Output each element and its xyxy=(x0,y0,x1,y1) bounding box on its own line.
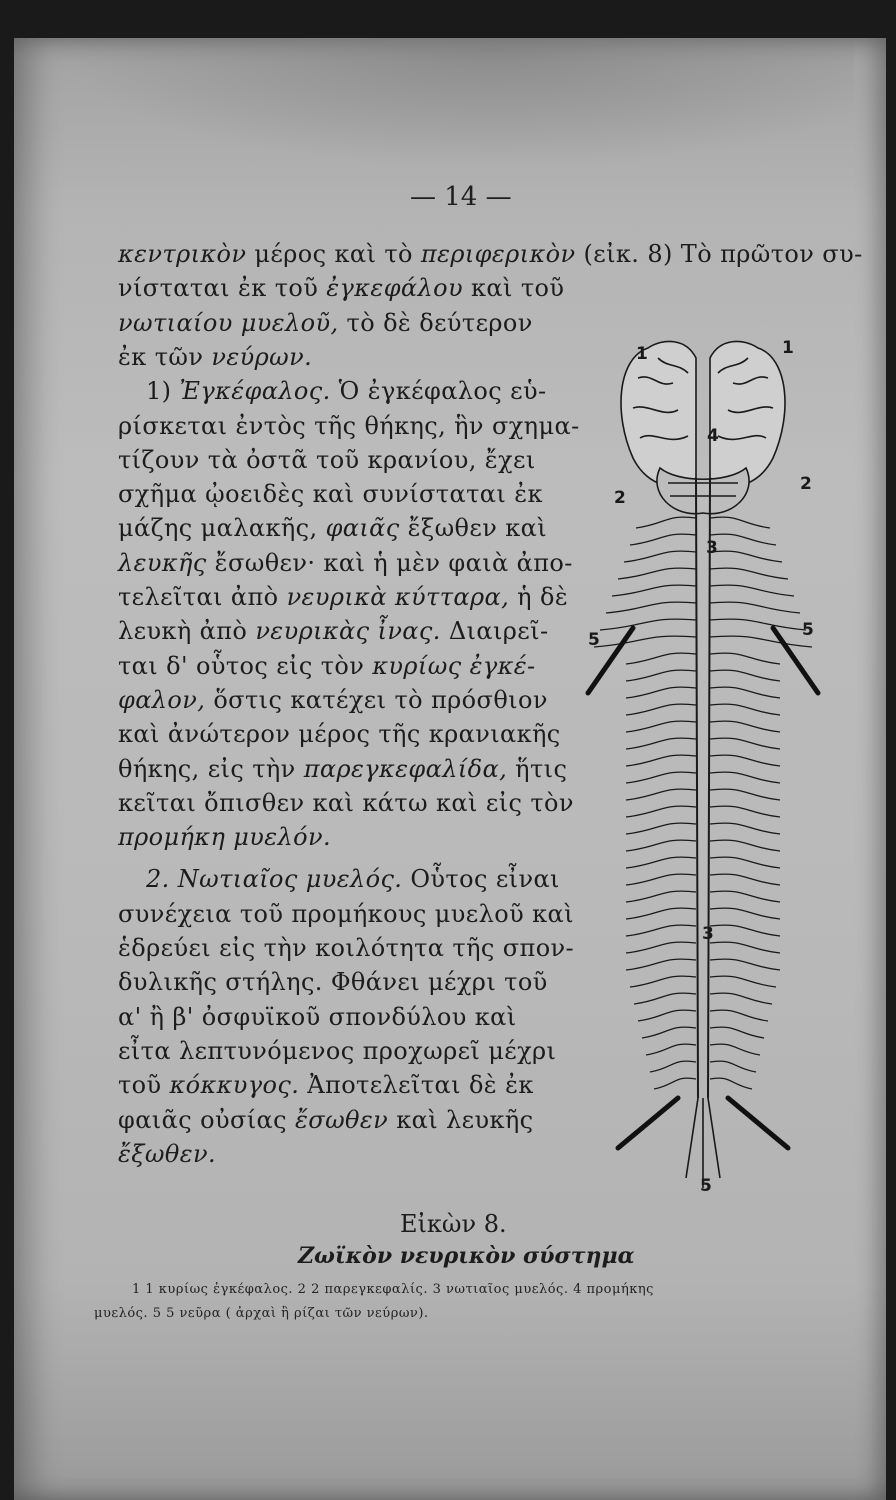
text-run: Ἐγκέφαλος. xyxy=(179,377,331,406)
text-run: Ὁ ἐγκέφαλος εὑ- xyxy=(330,377,547,406)
text-run: ρίσκεται ἐντὸς τῆς θήκης, ἣν σχημα- xyxy=(118,411,580,440)
nerve-branch xyxy=(626,670,696,681)
nerve-branch xyxy=(636,517,696,528)
nerve-branch xyxy=(634,993,696,1004)
nerve-branch xyxy=(642,1027,696,1038)
nerve-branch xyxy=(710,840,780,851)
nerve-branch xyxy=(710,942,780,953)
text-line xyxy=(146,377,546,405)
nerve-branch xyxy=(710,857,780,868)
nerve-branch xyxy=(710,551,782,562)
nerve-branch xyxy=(654,1078,696,1089)
text-line xyxy=(118,1140,216,1168)
text-run: λευκῆς xyxy=(118,548,207,577)
nerve-branch xyxy=(710,619,806,630)
text-line xyxy=(118,617,548,645)
text-run: (εἰκ. 8) Τὸ πρῶτον συ- xyxy=(575,240,863,268)
text-run: κόκκυγος. xyxy=(169,1071,300,1100)
nerve-branch xyxy=(626,857,696,868)
text-run: φαιᾶς xyxy=(325,514,400,543)
figure-label: 1 xyxy=(782,338,794,358)
figure-label: 3 xyxy=(706,538,718,558)
nerve-branch xyxy=(626,755,696,766)
nerve-branch xyxy=(710,653,780,664)
nerve-branch xyxy=(710,704,780,715)
nerve-branch xyxy=(594,636,696,647)
text-line xyxy=(118,1071,534,1099)
figure-label: 2 xyxy=(800,474,812,494)
figure-label: 5 xyxy=(700,1176,712,1196)
text-line xyxy=(118,343,312,371)
text-run: ἔξωθεν καὶ xyxy=(399,514,548,543)
nerve-branch xyxy=(710,636,812,647)
figure-legend-line: μυελός. 5 5 νεῦρα ( ἀρχαὶ ἢ ρίζαι τῶν νεύρων). xyxy=(94,1306,429,1321)
nerve-branch xyxy=(626,840,696,851)
nerve-branch xyxy=(626,823,696,834)
text-run: κεῖται ὄπισθεν καὶ κάτω καὶ εἰς τὸν xyxy=(118,788,574,817)
nerve-branch xyxy=(710,568,788,579)
nerve-branch xyxy=(626,772,696,783)
nerve-branch xyxy=(626,704,696,715)
text-run: τὸ δὲ δεύτερον xyxy=(338,308,533,337)
nervous-system-illustration xyxy=(578,318,828,1198)
nerve-branch xyxy=(710,772,780,783)
text-line xyxy=(118,1003,517,1031)
text-run: δυλικῆς στήλης. Φθάνει μέχρι τοῦ xyxy=(118,968,548,997)
text-run: καὶ λευκῆς xyxy=(388,1105,534,1134)
text-run: ἐγκεφάλου xyxy=(326,274,463,303)
text-line xyxy=(118,514,547,542)
nerve-branch xyxy=(710,959,780,970)
text-run: περιφερικὸν xyxy=(420,240,576,268)
text-run: 2. xyxy=(146,865,178,894)
nerve-branch xyxy=(630,976,696,987)
text-line xyxy=(118,480,543,508)
text-run: καὶ ἀνώτερον μέρος τῆς κρανιακῆς xyxy=(118,720,561,749)
text-line xyxy=(118,583,568,611)
text-run: νωτιαίου μυελοῦ, xyxy=(118,308,339,337)
text-line xyxy=(118,934,574,962)
text-run: 1) xyxy=(146,377,180,406)
nerve-branch xyxy=(612,585,696,596)
text-run: Νωτιαῖος μυελός. xyxy=(177,865,403,894)
nerve-branch xyxy=(710,602,800,613)
text-run: φαλον, xyxy=(118,685,206,714)
nerve-branch xyxy=(710,993,772,1004)
nerve-branch xyxy=(710,670,780,681)
text-run: προμήκη μυελόν. xyxy=(118,823,331,852)
text-line xyxy=(118,274,564,302)
nerve-branch xyxy=(710,534,776,545)
text-run: κεντρικὸν xyxy=(118,240,247,268)
text-line xyxy=(118,755,567,783)
nerve-branch xyxy=(626,908,696,919)
text-run: φαιᾶς οὐσίας xyxy=(118,1105,296,1134)
nerve-branch xyxy=(626,959,696,970)
figure-label: 3 xyxy=(702,924,714,944)
nerve-branch xyxy=(646,1044,696,1055)
text-run: νευρικὰς ἶνας. xyxy=(255,617,441,646)
water-stain xyxy=(54,38,854,168)
nerve-branch xyxy=(626,721,696,732)
text-run: ὅστις κατέχει τὸ πρόσθιον xyxy=(205,685,548,714)
nerve-branch xyxy=(600,619,696,630)
text-line xyxy=(118,1106,534,1134)
text-run: μάζης μαλακῆς, xyxy=(118,514,326,543)
text-run: εἶτα λεπτυνόμενος προχωρεῖ μέχρι xyxy=(118,1036,557,1065)
text-run: ἥτις xyxy=(507,754,568,783)
text-line xyxy=(118,789,574,817)
figure-legend-line: 1 1 κυρίως ἐγκέφαλος. 2 2 παρεγκεφαλίς. 3 νωτιαῖος μυελός. 4 προμήκης xyxy=(132,1282,654,1297)
text-line xyxy=(118,446,536,474)
text-line xyxy=(118,686,548,714)
text-line xyxy=(118,1037,556,1065)
text-run: α' ἢ β' ὀσφυϊκοῦ σπονδύλου καὶ xyxy=(118,1002,517,1031)
text-run: ἔσωθεν xyxy=(295,1105,389,1134)
nerve-branch xyxy=(626,687,696,698)
text-run: Οὗτος εἶναι xyxy=(402,865,560,894)
nerve-branch xyxy=(710,1044,760,1055)
text-line xyxy=(118,652,536,680)
nerve-branch xyxy=(710,789,780,800)
text-run: μέρος καὶ τὸ xyxy=(246,240,421,268)
figure-caption-title: Εἰκὼν 8. xyxy=(400,1210,507,1238)
page-number: — 14 — xyxy=(410,182,512,212)
nerve-branch xyxy=(650,1061,696,1072)
text-run: ἔξωθεν. xyxy=(118,1139,217,1168)
nerve-branch xyxy=(710,1061,756,1072)
nerve-branch xyxy=(710,925,780,936)
text-run: ἔσωθεν· καὶ ἡ μὲν φαιὰ ἀπο- xyxy=(206,548,573,577)
nerve-branch xyxy=(630,534,696,545)
figure-caption-subtitle: Ζωϊκὸν νευρικὸν σύστημα xyxy=(298,1243,635,1269)
nerve-branch xyxy=(710,823,780,834)
figure-label: 1 xyxy=(636,344,648,364)
nerve-branch xyxy=(710,891,780,902)
nerve-branch xyxy=(710,755,780,766)
text-line xyxy=(118,549,573,577)
text-run: ἡ δὲ xyxy=(509,583,569,611)
nerve-branch xyxy=(710,1010,768,1021)
text-run: τοῦ xyxy=(118,1071,170,1100)
nerve-branch xyxy=(626,874,696,885)
figure-label: 5 xyxy=(588,630,600,650)
nerve-branch xyxy=(624,551,696,562)
nerve-branch xyxy=(710,976,776,987)
text-run: Διαιρεῖ- xyxy=(440,617,549,646)
nerve-branch xyxy=(710,806,780,817)
text-line xyxy=(118,823,331,851)
text-run: κυρίως ἐγκέ- xyxy=(372,651,536,680)
nerve-branch xyxy=(626,925,696,936)
text-run: σχῆμα ᾠοειδὲς καὶ συνίσταται ἐκ xyxy=(118,480,543,509)
figure-label: 4 xyxy=(707,426,719,446)
text-run: ἑδρεύει εἰς τὴν κοιλότητα τῆς σπον- xyxy=(118,934,575,962)
nerve-branch xyxy=(626,789,696,800)
nerve-branch xyxy=(710,687,780,698)
figure-label: 2 xyxy=(614,488,626,508)
text-run: νεύρων. xyxy=(211,342,313,371)
nerve-branch xyxy=(606,602,696,613)
nerve-branch xyxy=(710,874,780,885)
text-run: συνέχεια τοῦ προμήκους μυελοῦ καὶ xyxy=(118,899,574,928)
text-run: καὶ τοῦ xyxy=(462,274,565,303)
text-run: ται δ' οὗτος εἰς τὸν xyxy=(118,651,373,680)
nerve-branch xyxy=(626,738,696,749)
nerve-branch xyxy=(626,806,696,817)
text-run: παρεγκεφαλίδα, xyxy=(303,754,508,783)
nerve-branch xyxy=(626,891,696,902)
text-run: τίζουν τὰ ὀστᾶ τοῦ κρανίου, ἔχει xyxy=(118,445,536,474)
text-run: Ἀποτελεῖται δὲ ἐκ xyxy=(299,1071,534,1100)
text-run: λευκὴ ἀπὸ xyxy=(118,617,256,646)
nerve-branch xyxy=(710,1027,764,1038)
text-line xyxy=(118,240,863,268)
nerve-branch xyxy=(710,908,780,919)
text-run: νίσταται ἐκ τοῦ xyxy=(118,274,327,303)
text-line xyxy=(118,900,574,928)
text-run: νευρικὰ κύτταρα, xyxy=(286,583,510,611)
figure-label: 5 xyxy=(802,620,814,640)
nerve-branch xyxy=(710,738,780,749)
nerve-branch xyxy=(710,721,780,732)
text-run: θήκης, εἰς τὴν xyxy=(118,754,304,783)
nerve-branch xyxy=(626,653,696,664)
text-line xyxy=(118,412,580,440)
text-run: ἐκ τῶν xyxy=(118,342,212,371)
nerve-branch xyxy=(710,1078,752,1089)
text-line xyxy=(118,720,561,748)
nerve-branch xyxy=(618,568,696,579)
text-run: τελεῖται ἀπὸ xyxy=(118,583,287,611)
text-line xyxy=(118,309,533,337)
nerve-branch xyxy=(710,585,794,596)
text-line xyxy=(146,865,560,893)
nerve-branch xyxy=(626,942,696,953)
text-line xyxy=(118,968,548,996)
nerve-branch xyxy=(638,1010,696,1021)
nerve-branch xyxy=(710,517,770,528)
